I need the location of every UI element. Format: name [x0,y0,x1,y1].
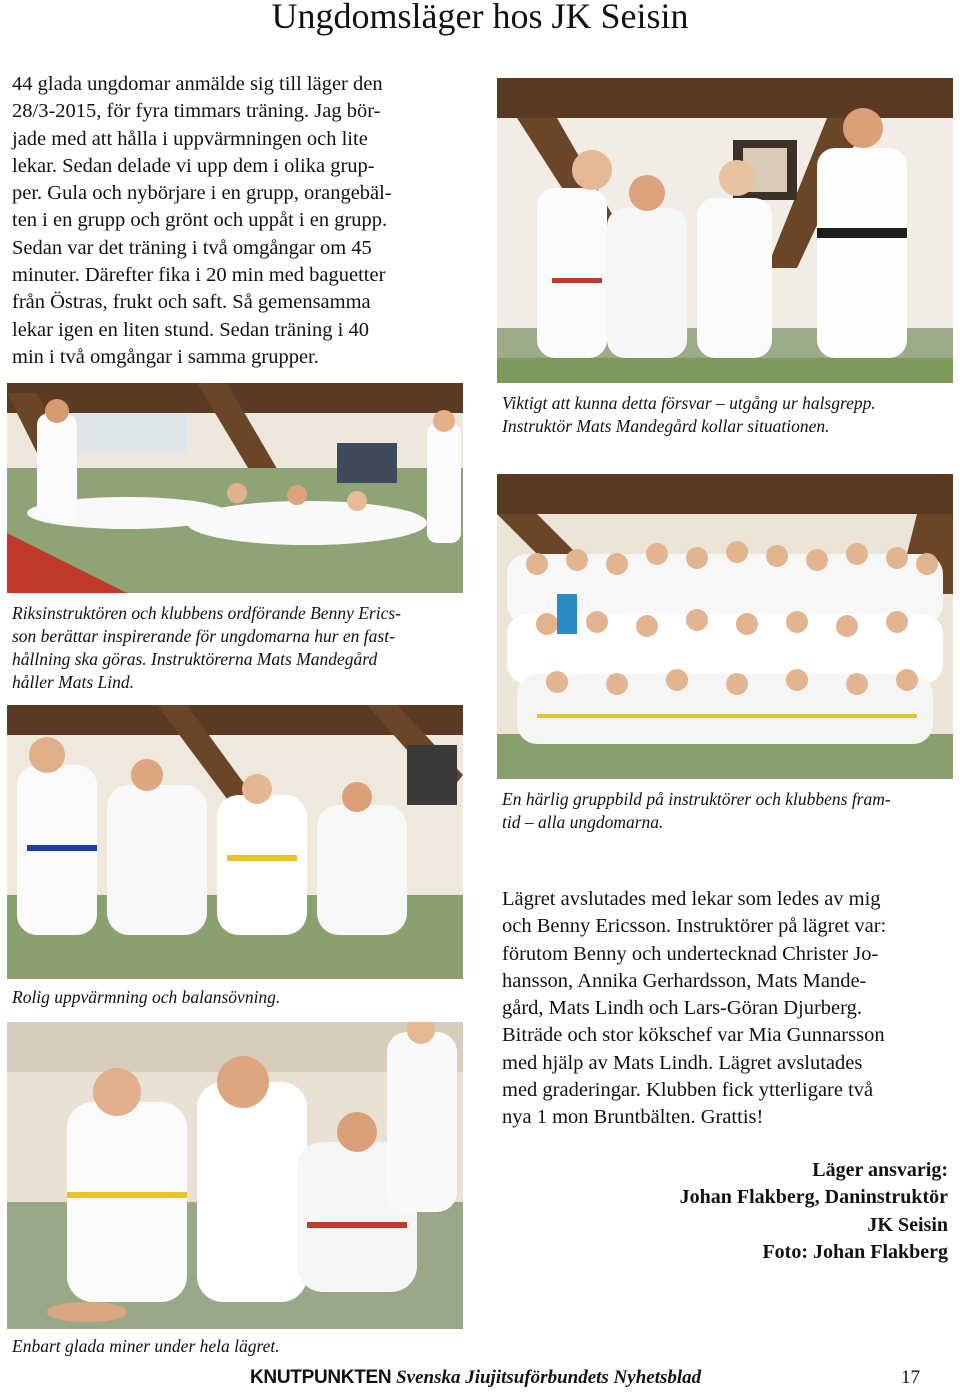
intro-line: 44 glada ungdomar anmälde sig till läger den [12,73,383,95]
intro-paragraph [12,71,392,371]
intro-line: Sedan var det träning i två omgångar om 45 [12,236,372,259]
closing-line: med hjälp av Mats Lindh. Lägret avslutades [502,1051,863,1074]
caption-line: Rolig uppvärmning och balansövning. [12,987,281,1007]
closing-line: Lägret avslutades med lekar som ledes av mig [502,888,881,910]
closing-line: Biträde och stor kökschef var Mia Gunnarsson [502,1024,885,1047]
caption-line: håller Mats Lind. [12,672,135,692]
intro-line: 28/3-2015, för fyra timmars träning. Jag bör- [12,100,381,123]
caption-line: En härlig gruppbild på instruktörer och klubbens fram- [502,789,891,809]
signature-line: Läger ansvarig: [812,1159,948,1181]
closing-line: förutom Benny och undertecknad Christer Jo- [502,942,879,965]
caption-line: Instruktör Mats Mandegård kollar situationen. [502,416,830,436]
caption-line: Enbart glada miner under hela lägret. [12,1336,280,1356]
signature-line: JK Seisin [867,1213,948,1236]
closing-line: nya 1 mon Bruntbälten. Grattis! [502,1106,764,1129]
caption-line: Riksinstruktören och klubbens ordförande Benny Erics- [12,603,401,623]
photo-glada-miner [7,1022,463,1329]
signature-block [680,1157,948,1266]
signature-line: Johan Flakberg, Daninstruktör [679,1186,948,1209]
intro-line: lekar igen en liten stund. Sedan träning i 40 [12,318,369,341]
footer-tagline: Svenska Jiujitsuförbundets Nyhetsblad [396,1367,702,1388]
page-title: Ungdomsläger hos JK Seisin [271,0,689,36]
caption-line: hållning ska göras. Instruktörerna Mats Mandegård [12,649,378,669]
signature-line: Foto: Johan Flakberg [762,1240,948,1263]
closing-line: och Benny Ericsson. Instruktörer på lägret var: [502,915,887,938]
caption-riksinstruktor [12,602,401,694]
photo-halsgrepp [497,78,953,383]
footer-brand: KNUTPUNKTEN [250,1367,392,1388]
page-number: 17 [901,1367,920,1388]
closing-line: med graderingar. Klubben fick ytterligare två [502,1079,874,1102]
caption-glada [12,1335,280,1358]
closing-line: gård, Mats Lindh och Lars-Göran Djurberg. [502,997,862,1020]
caption-gruppbild [502,788,891,834]
closing-paragraph [502,886,886,1132]
caption-halsgrepp [502,392,876,438]
intro-line: minuter. Därefter fika i 20 min med baguetter [12,264,386,287]
photo-gruppbild [497,474,953,779]
footer [250,1364,701,1392]
caption-uppvarmning [12,986,280,1009]
intro-line: per. Gula och nybörjare i en grupp, orangebäl- [12,182,392,205]
caption-line: son berättar inspirerande för ungdomarna hur en fast- [12,626,395,646]
intro-line: från Östras, frukt och saft. Så gemensamma [12,291,371,314]
closing-line: hansson, Annika Gerhardsson, Mats Mande- [502,969,867,992]
caption-line: tid – alla ungdomarna. [502,812,664,832]
intro-line: min i två omgångar i samma grupper. [12,345,319,368]
intro-line: lekar. Sedan delade vi upp dem i olika grup- [12,154,375,177]
photo-riksinstruktor [7,383,463,593]
photo-uppvarmning [7,705,463,979]
intro-line: jade med att hålla i uppvärmningen och lite [12,127,368,150]
caption-line: Viktigt att kunna detta försvar – utgång ur halsgrepp. [502,393,876,413]
intro-line: ten i en grupp och grönt och uppåt i en grupp. [12,209,388,232]
